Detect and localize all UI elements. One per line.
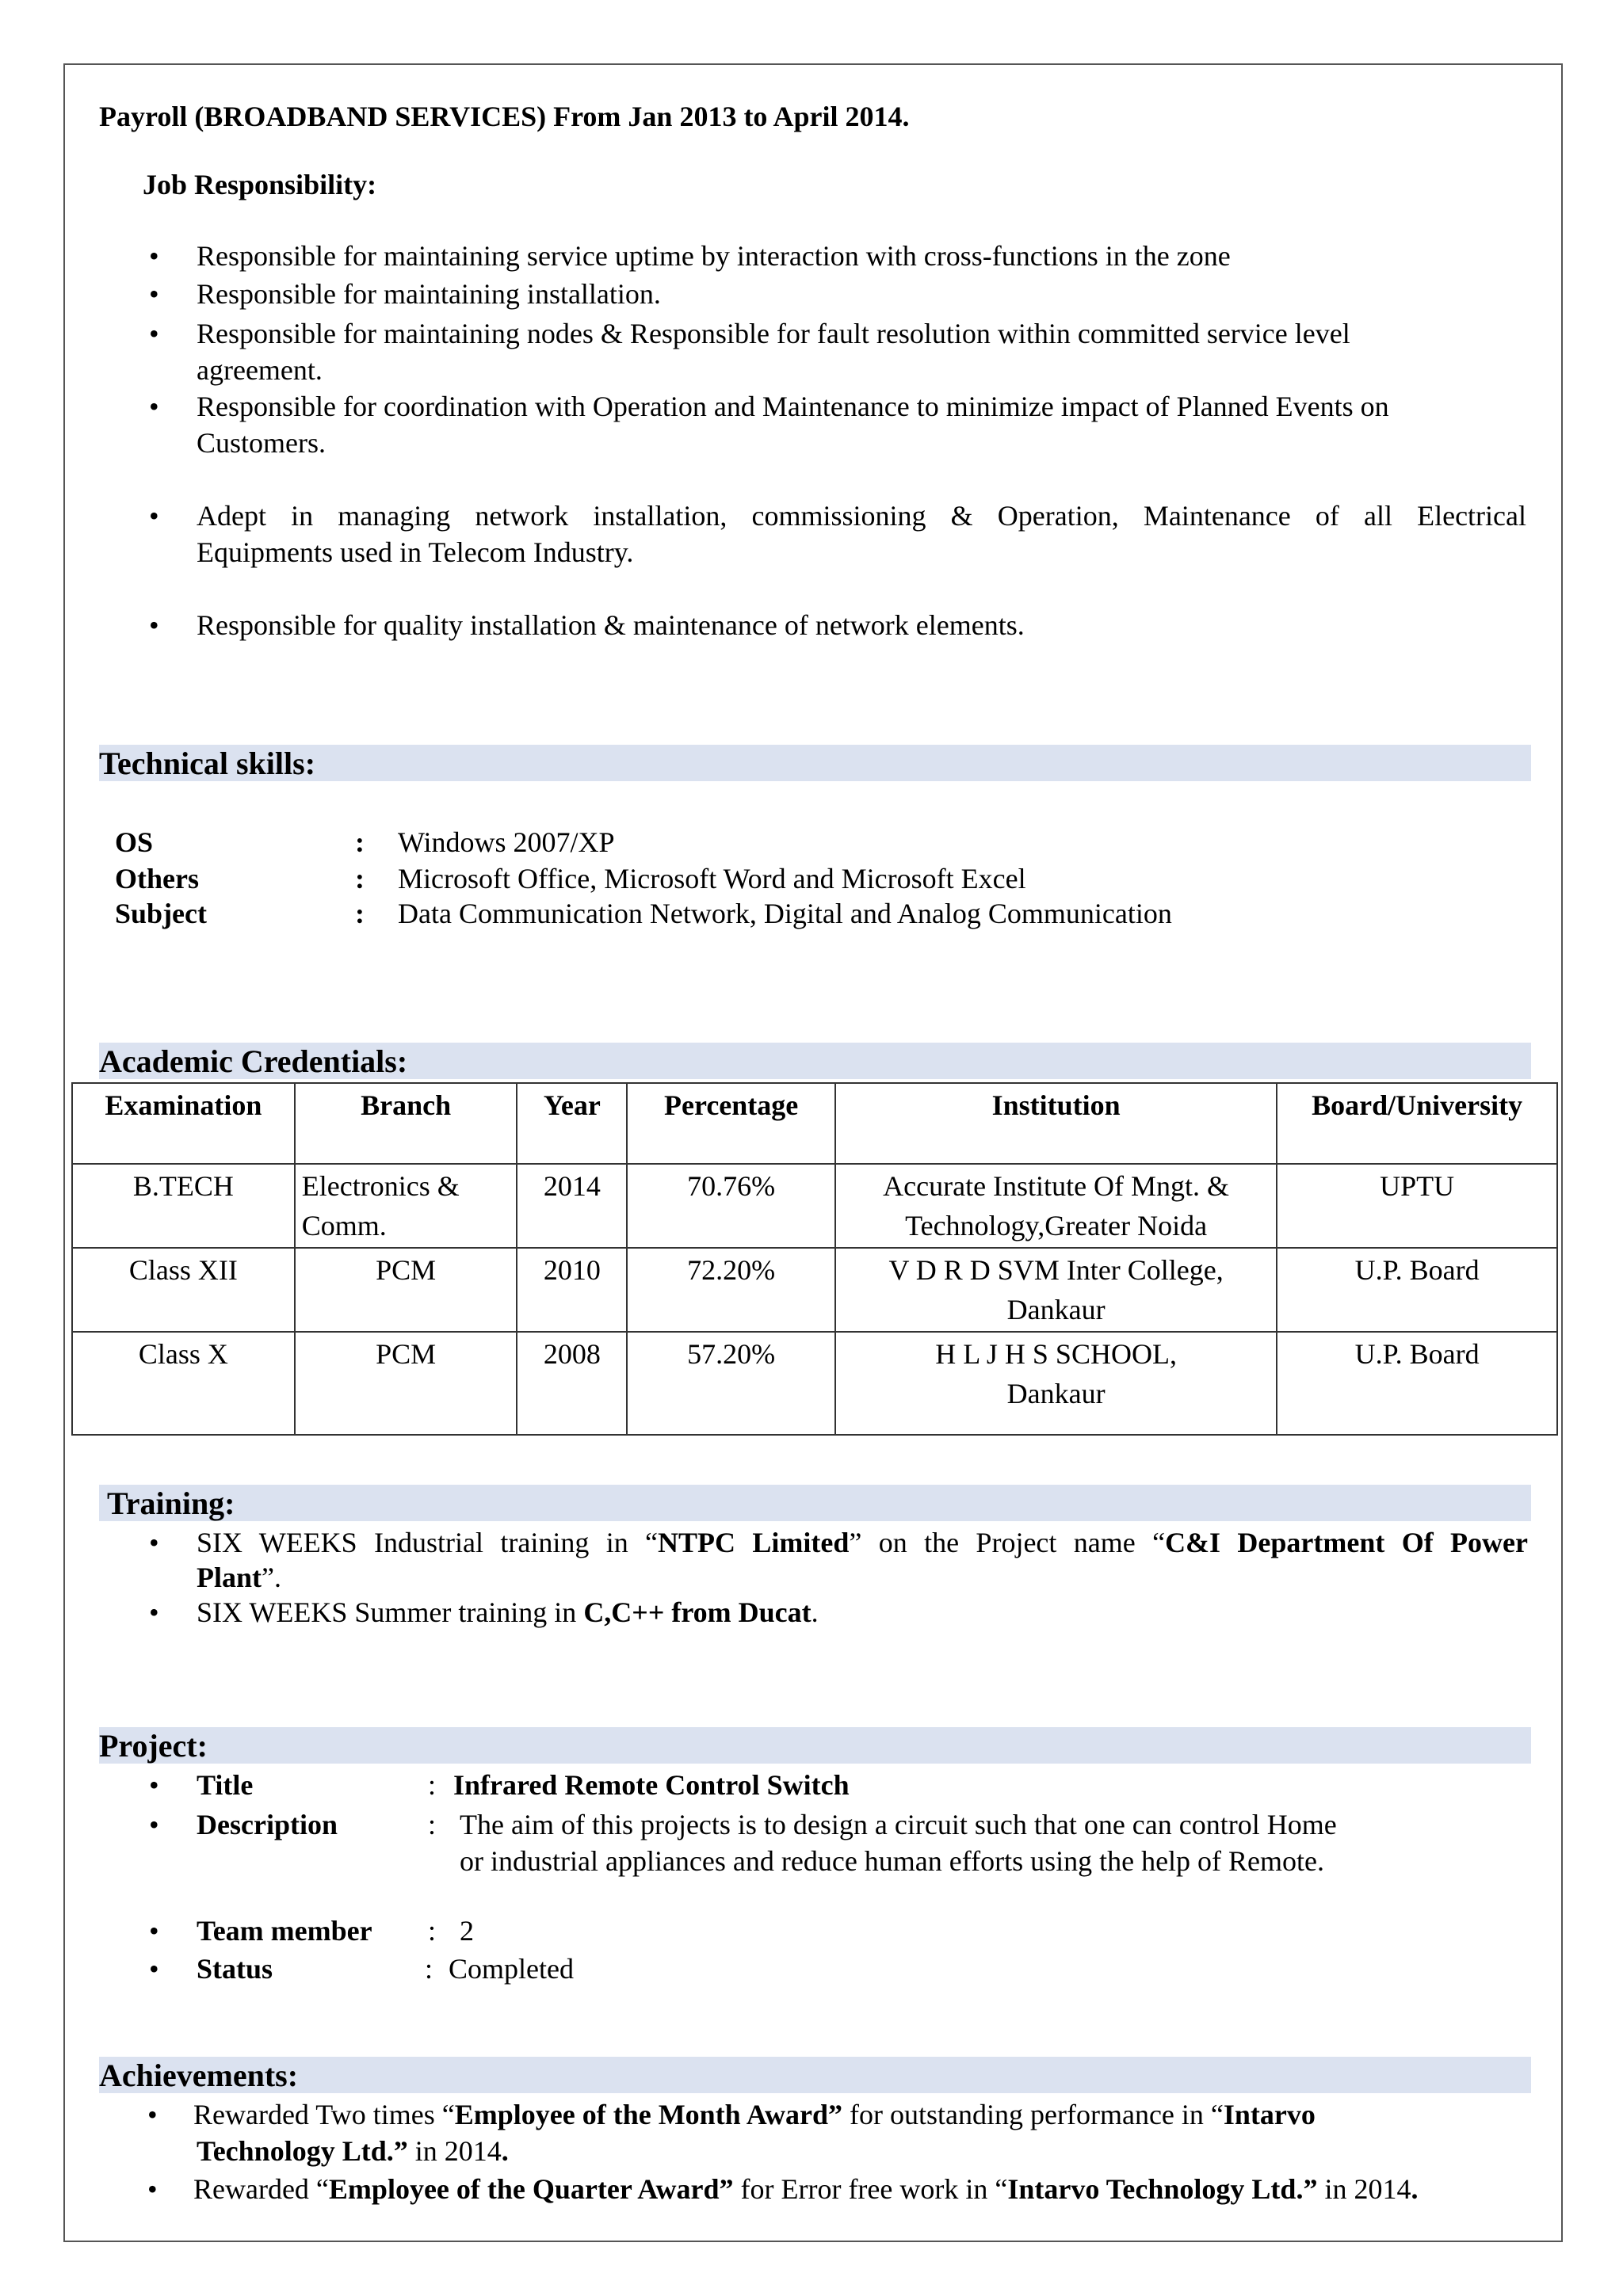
cell-percentage: 57.20% (627, 1332, 835, 1435)
cell-year: 2008 (517, 1332, 627, 1435)
achievement-text: in 2014 (407, 2135, 502, 2167)
achievement-text: for Error free work in “ (733, 2173, 1008, 2205)
section-training (99, 1485, 1531, 1521)
training-text: SIX WEEKS Summer training in (197, 1596, 584, 1628)
academic-table (71, 1082, 1558, 1436)
achievement-award: Employee of the Quarter Award” (328, 2173, 734, 2205)
bullet-icon: • (149, 240, 159, 272)
achievement-text: Rewarded Two times “ (193, 2099, 455, 2130)
table-row (72, 1164, 1557, 1248)
branch-line: Comm. (301, 1210, 387, 1241)
job-bullet-5-cont: Equipments used in Telecom Industry. (197, 536, 634, 568)
project-separator: : (428, 1769, 437, 1801)
skill-separator: : (355, 826, 365, 858)
skill-value: Windows 2007/XP (398, 826, 615, 858)
bullet-icon: • (149, 609, 159, 641)
job-bullet-2: Responsible for maintaining installation. (197, 278, 661, 310)
section-academic-credentials (99, 1043, 1531, 1079)
job-header: Payroll (BROADBAND SERVICES) From Jan 2013 to April 2014. (99, 101, 910, 132)
job-bullet-4-cont: Customers. (197, 427, 327, 459)
institution-line: Dankaur (1006, 1378, 1106, 1409)
training-item-2 (197, 1594, 819, 1630)
institution-line: Dankaur (1006, 1294, 1106, 1325)
job-bullet-1: Responsible for maintaining service uptime by interaction with cross-functions in the zone (197, 240, 1231, 272)
bullet-icon: • (149, 1596, 159, 1628)
bullet-icon: • (149, 1809, 159, 1840)
section-achievements (99, 2057, 1531, 2093)
institution-line: Accurate Institute Of Mngt. & (883, 1170, 1230, 1202)
training-company: NTPC Limited (658, 1527, 850, 1558)
column-header: Examination (72, 1083, 295, 1164)
achievement-company: Technology Ltd.” (197, 2135, 408, 2167)
achievement-text: . (1411, 2173, 1419, 2205)
training-course: C,C++ from Ducat (583, 1596, 812, 1628)
bullet-icon: • (147, 2173, 158, 2205)
cell-percentage: 70.76% (627, 1164, 835, 1248)
training-text: SIX WEEKS Industrial training in “ (197, 1527, 659, 1558)
cell-board: U.P. Board (1277, 1332, 1557, 1435)
section-title: Training: (107, 1486, 235, 1521)
achievement-text: Rewarded “ (193, 2173, 329, 2205)
bullet-icon: • (149, 1527, 159, 1558)
section-project (99, 1727, 1531, 1764)
column-header: Branch (295, 1083, 517, 1164)
project-description-label: Description (197, 1809, 338, 1840)
achievement-company: Intarvo (1223, 2099, 1316, 2130)
section-technical-skills (99, 745, 1531, 781)
training-project: C&I Department Of Power (1165, 1527, 1529, 1558)
cell-percentage: 72.20% (627, 1248, 835, 1332)
training-text: . (811, 1596, 819, 1628)
training-item-1-cont (197, 1559, 281, 1596)
institution-line: V D R D SVM Inter College, (888, 1254, 1224, 1286)
column-header: Institution (835, 1083, 1277, 1164)
branch-line: Electronics & (301, 1170, 460, 1202)
project-separator: : (428, 1809, 437, 1840)
project-title-label: Title (197, 1769, 254, 1801)
achievement-item-2 (193, 2171, 1418, 2207)
section-title: Academic Credentials: (99, 1043, 408, 1079)
job-bullet-6: Responsible for quality installation & maintenance of network elements. (197, 609, 1025, 641)
institution-line: H L J H S SCHOOL, (935, 1338, 1177, 1370)
bullet-icon: • (149, 1915, 159, 1947)
cell-institution (835, 1248, 1277, 1332)
project-separator: : (425, 1953, 433, 1985)
table-header-row (72, 1083, 1557, 1164)
cell-year: 2014 (517, 1164, 627, 1248)
job-bullet-3: Responsible for maintaining nodes & Responsible for fault resolution within committed service level (197, 318, 1350, 349)
table-row (72, 1332, 1557, 1435)
project-status-value: Completed (449, 1953, 574, 1985)
job-responsibility-label: Job Responsibility: (143, 169, 377, 200)
skill-value: Microsoft Office, Microsoft Word and Microsoft Excel (398, 863, 1026, 894)
job-bullet-5: Adept in managing network installation, commissioning & Operation, Maintenance of all Electrical (197, 500, 1526, 532)
project-team-label: Team member (197, 1915, 372, 1947)
cell-branch (295, 1164, 517, 1248)
cell-board: UPTU (1277, 1164, 1557, 1248)
achievement-company: Intarvo Technology Ltd.” (1007, 2173, 1318, 2205)
bullet-icon: • (149, 1953, 159, 1985)
bullet-icon: • (149, 391, 159, 422)
bullet-icon: • (149, 500, 159, 532)
training-text: ” on the Project name “ (849, 1527, 1166, 1558)
cell-institution (835, 1164, 1277, 1248)
achievement-item-1-cont (197, 2133, 509, 2169)
cell-board: U.P. Board (1277, 1248, 1557, 1332)
project-status-label: Status (197, 1953, 273, 1985)
column-header: Board/University (1277, 1083, 1557, 1164)
achievement-text: in 2014 (1317, 2173, 1411, 2205)
training-text: ”. (262, 1562, 281, 1593)
institution-line: Technology,Greater Noida (905, 1210, 1208, 1241)
skill-label: Others (115, 863, 199, 894)
bullet-icon: • (147, 2099, 158, 2130)
job-bullet-3-cont: agreement. (197, 354, 323, 386)
cell-examination: Class X (72, 1332, 295, 1435)
achievement-text: . (501, 2135, 509, 2167)
skill-label: OS (115, 826, 154, 858)
cell-branch: PCM (295, 1248, 517, 1332)
project-team-value: 2 (460, 1915, 474, 1947)
column-header: Year (517, 1083, 627, 1164)
section-title: Achievements: (99, 2058, 299, 2093)
cell-examination: B.TECH (72, 1164, 295, 1248)
skill-separator: : (355, 898, 365, 929)
bullet-icon: • (149, 1769, 159, 1801)
bullet-icon: • (149, 318, 159, 349)
achievement-text: for outstanding performance in “ (842, 2099, 1224, 2130)
table-row (72, 1248, 1557, 1332)
achievement-award: Employee of the Month Award” (454, 2099, 843, 2130)
project-title-value: Infrared Remote Control Switch (453, 1769, 850, 1801)
bullet-icon: • (149, 278, 159, 310)
training-project: Plant (197, 1562, 262, 1593)
column-header: Percentage (627, 1083, 835, 1164)
skill-label: Subject (115, 898, 207, 929)
job-bullet-4: Responsible for coordination with Operation and Maintenance to minimize impact of Planned Events on (197, 391, 1389, 422)
cell-branch: PCM (295, 1332, 517, 1435)
section-title: Project: (99, 1728, 208, 1764)
cell-institution (835, 1332, 1277, 1435)
skill-value: Data Communication Network, Digital and Analog Communication (398, 898, 1172, 929)
project-separator: : (428, 1915, 437, 1947)
skill-separator: : (355, 863, 365, 894)
cell-examination: Class XII (72, 1248, 295, 1332)
training-item-1 (197, 1524, 1528, 1561)
achievement-item-1 (193, 2096, 1316, 2133)
project-description-line-2: or industrial appliances and reduce human efforts using the help of Remote. (460, 1845, 1325, 1877)
project-description-line-1: The aim of this projects is to design a circuit such that one can control Home (460, 1809, 1337, 1840)
cell-year: 2010 (517, 1248, 627, 1332)
section-title: Technical skills: (99, 746, 316, 781)
